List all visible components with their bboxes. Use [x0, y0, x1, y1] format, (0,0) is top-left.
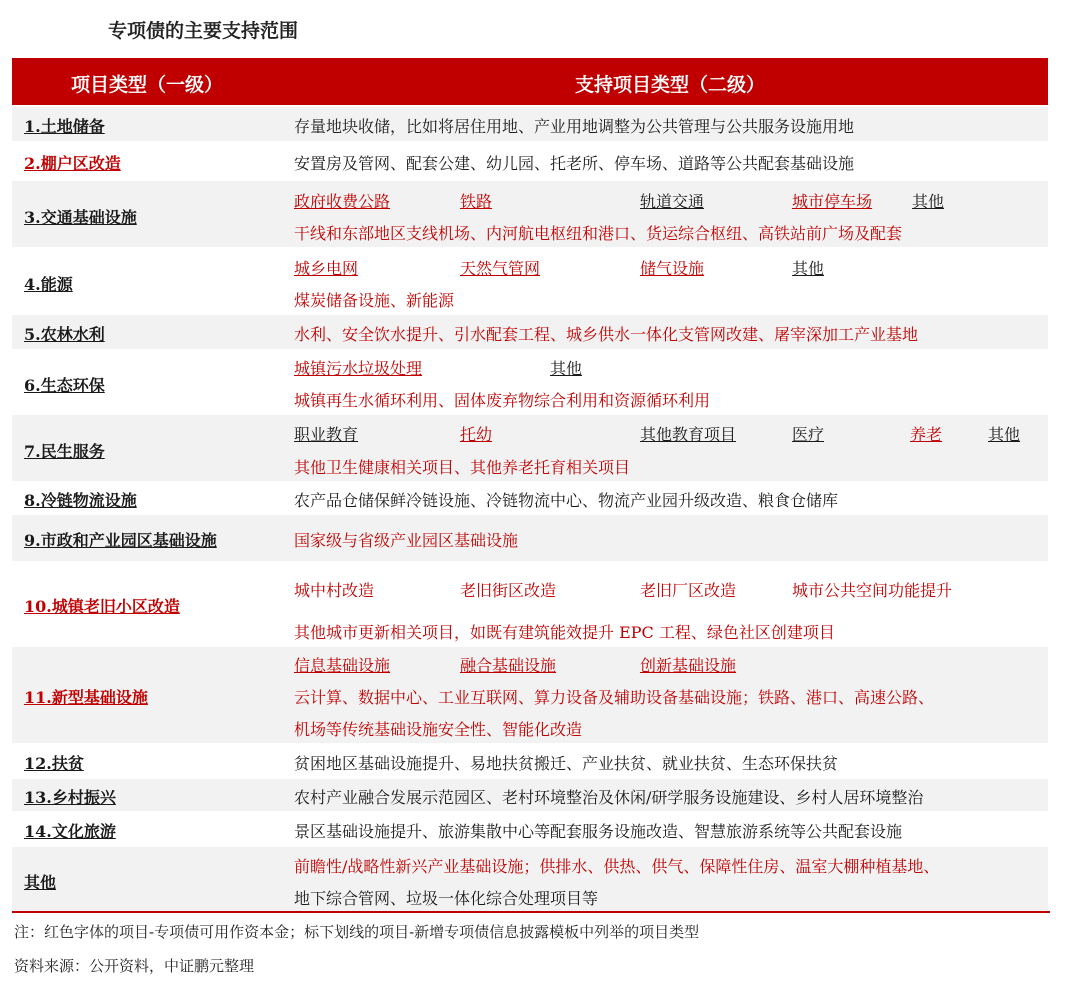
table-bottom-rule: [12, 911, 1050, 913]
row-item: 托幼: [460, 425, 493, 444]
table-row: [12, 515, 1048, 561]
row-category: 3.交通基础设施: [24, 208, 137, 227]
row-description: 农产品仓储保鲜冷链设施、冷链物流中心、物流产业园升级改造、粮食仓储库: [294, 491, 839, 510]
table-row: [12, 351, 1048, 413]
table-row: [12, 847, 1048, 911]
source-note: 资料来源：公开资料，中证鹏元整理: [14, 957, 255, 975]
row-description: 安置房及管网、配套公建、幼儿园、托老所、停车场、道路等公共配套基础设施: [294, 154, 855, 173]
table-row: [12, 107, 1048, 141]
row-category: 2.棚户区改造: [24, 154, 121, 173]
row-item: 融合基础设施: [460, 656, 557, 675]
row-description: 贫困地区基础设施提升、易地扶贫搬迁、产业扶贫、就业扶贫、生态环保扶贫: [294, 754, 839, 773]
header-col-level1: 项目类型（一级）: [70, 74, 223, 96]
row-description: 景区基础设施提升、旅游集散中心等配套服务设施改造、智慧旅游系统等公共配套设施: [294, 822, 903, 841]
row-description: 其他城市更新相关项目，如既有建筑能效提升 EPC 工程、绿色社区创建项目: [294, 623, 835, 642]
row-description: 煤炭储备设施、新能源: [294, 291, 455, 310]
row-category: 12.扶贫: [24, 754, 84, 773]
row-category: 11.新型基础设施: [24, 688, 148, 707]
table-row: [12, 315, 1048, 349]
row-description: 其他卫生健康相关项目、其他养老托育相关项目: [294, 458, 631, 477]
row-category: 13.乡村振兴: [24, 788, 116, 807]
row-description-cont: 地下综合管网、垃圾一体化综合处理项目等: [294, 889, 599, 908]
row-item: 城市停车场: [792, 192, 873, 211]
row-item: 城中村改造: [294, 581, 375, 600]
row-category: 7.民生服务: [24, 442, 105, 461]
row-item: 天然气管网: [460, 259, 541, 278]
table-row: [12, 415, 1048, 481]
row-category: 9.市政和产业园区基础设施: [24, 531, 217, 550]
footnote: 注：红色字体的项目-专项债可用作资本金；标下划线的项目-新增专项债信息披露模板中列举的项目类型: [14, 923, 700, 941]
row-item: 其他: [550, 359, 583, 378]
row-item: 医疗: [792, 425, 825, 444]
row-description: 存量地块收储，比如将居住用地、产业用地调整为公共管理与公共服务设施用地: [294, 117, 855, 136]
row-category: 14.文化旅游: [24, 822, 116, 841]
row-category: 8.冷链物流设施: [24, 491, 137, 510]
row-item: 老旧厂区改造: [640, 581, 737, 600]
row-item: 轨道交通: [640, 192, 705, 211]
table-row: [12, 249, 1048, 313]
row-description: 水利、安全饮水提升、引水配套工程、城乡供水一体化支管网改建、屠宰深加工产业基地: [294, 325, 919, 344]
table-row: [12, 647, 1048, 743]
row-description: 国家级与省级产业园区基础设施: [294, 531, 519, 550]
row-description: 干线和东部地区支线机场、内河航电枢纽和港口、货运综合枢纽、高铁站前广场及配套: [294, 224, 903, 243]
row-item: 其他: [988, 425, 1021, 444]
table-row: [12, 143, 1048, 179]
row-category: 5.农林水利: [24, 325, 105, 344]
table-row: [12, 813, 1048, 845]
row-item: 养老: [910, 425, 943, 444]
row-category: 1.土地储备: [24, 117, 105, 136]
row-item: 创新基础设施: [640, 656, 737, 675]
row-item: 储气设施: [640, 259, 705, 278]
row-item: 城市公共空间功能提升: [792, 581, 953, 600]
row-item: 其他: [912, 192, 945, 211]
row-category: 10.城镇老旧小区改造: [24, 597, 180, 616]
table-row: [12, 181, 1048, 247]
row-item: 职业教育: [294, 425, 359, 444]
table-row: [12, 745, 1048, 777]
row-item: 铁路: [460, 192, 493, 211]
row-item: 其他: [792, 259, 825, 278]
table-row: [12, 779, 1048, 811]
row-description: 农村产业融合发展示范园区、老村环境整治及休闲/研学服务设施建设、乡村人居环境整治: [294, 788, 924, 807]
row-item: 政府收费公路: [294, 192, 391, 211]
row-item: 老旧街区改造: [460, 581, 557, 600]
row-item: 其他教育项目: [640, 425, 737, 444]
row-category: 其他: [24, 873, 57, 892]
row-description: 前瞻性/战略性新兴产业基础设施；供排水、供热、供气、保障性住房、温室大棚种植基地、: [294, 857, 940, 876]
table-row: [12, 563, 1048, 645]
header-col-level2: 支持项目类型（二级）: [574, 74, 765, 96]
row-item: 信息基础设施: [294, 656, 391, 675]
row-item: 城乡电网: [294, 259, 359, 278]
row-description: 云计算、数据中心、工业互联网、算力设备及辅助设备基础设施；铁路、港口、高速公路、: [294, 688, 935, 707]
table-title: 专项债的主要支持范围: [108, 20, 299, 42]
row-item: 城镇污水垃圾处理: [294, 359, 423, 378]
row-description: 城镇再生水循环利用、固体废弃物综合利用和资源循环利用: [294, 391, 711, 410]
table-header: [12, 58, 1048, 105]
table-row: [12, 483, 1048, 513]
row-category: 6.生态环保: [24, 376, 105, 395]
row-category: 4.能源: [24, 275, 73, 294]
row-description-cont: 机场等传统基础设施安全性、智能化改造: [294, 720, 583, 739]
